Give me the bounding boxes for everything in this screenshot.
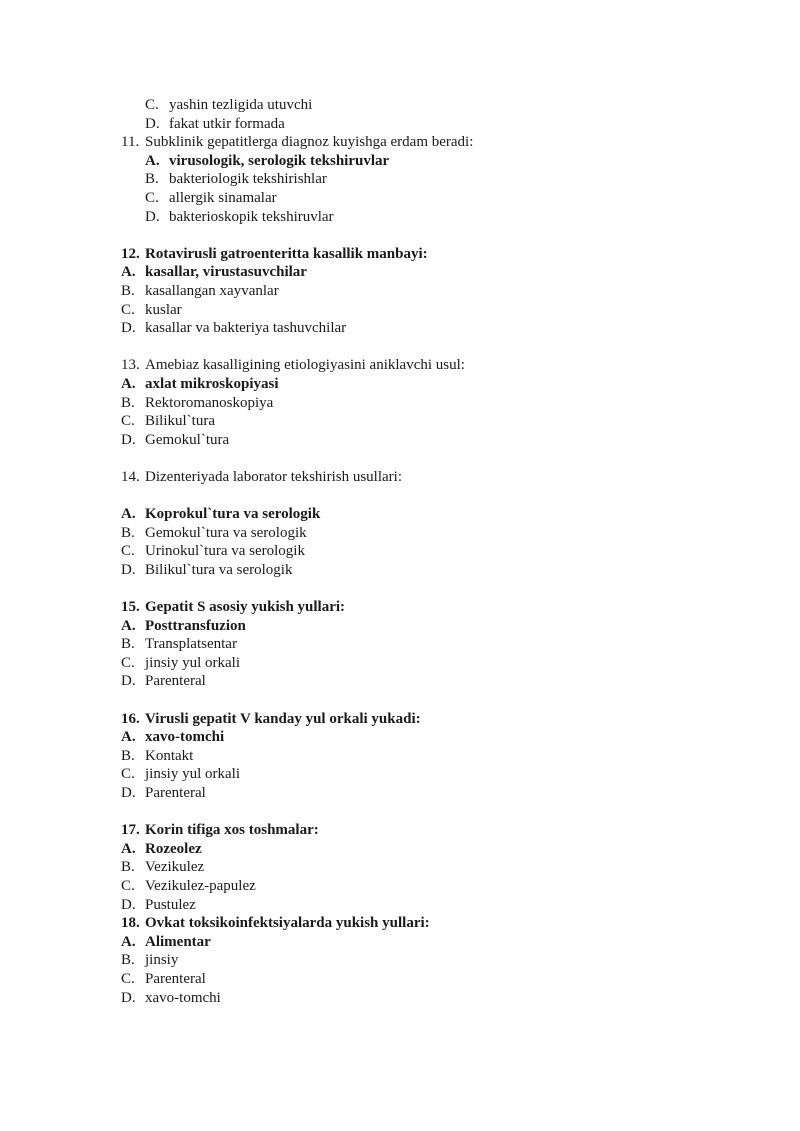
option-text: bakterioskopik tekshiruvlar [169,208,334,225]
option-text: xavo-tomchi [145,989,221,1006]
option-text: bakteriologik tekshirishlar [169,171,327,188]
option-text: Vezikulez-papulez [145,877,256,894]
q17-question [121,821,680,840]
q11-option-a [121,152,680,171]
q11-question [121,133,680,152]
spacer [121,691,680,710]
option-text: Parenteral [145,970,206,987]
option-letter: A. [121,933,136,950]
spacer [121,579,680,598]
option-letter: B. [121,952,135,969]
option-text: kasallangan xayvanlar [145,282,279,299]
q17-option-d [121,896,680,915]
q15-option-a [121,617,680,636]
option-letter: A. [121,729,136,746]
option-text: fakat utkir formada [169,115,285,132]
q16-option-c [121,765,680,784]
option-text: jinsiy yul orkali [145,766,240,783]
option-text: Vezikulez [145,859,205,876]
option-text: Pustulez [145,896,196,913]
option-letter: D. [121,320,136,337]
question-text: Ovkat toksikoinfektsiyalarda yukish yullari: [145,915,430,932]
option-text: allergik sinamalar [169,189,277,206]
question-number: 13. [121,357,140,374]
option-letter: A. [121,506,136,523]
option-letter: C. [121,543,135,560]
q12-option-c [121,301,680,320]
q14-option-d [121,561,680,580]
option-text: axlat mikroskopiyasi [145,375,279,392]
q18-option-a [121,933,680,952]
option-letter: D. [145,115,160,132]
q14-option-a [121,505,680,524]
option-letter: D. [121,896,136,913]
question-text: Gepatit S asosiy yukish yullari: [145,599,346,616]
option-letter: C. [121,766,135,783]
option-text: jinsiy [145,952,179,969]
option-letter: B. [121,636,135,653]
q17-option-a [121,840,680,859]
q15-question [121,598,680,617]
option-letter: B. [121,524,135,541]
test-questions [121,96,680,1007]
q12-option-a [121,263,680,282]
q17-option-c [121,877,680,896]
option-text: kuslar [145,301,182,318]
option-text: jinsiy yul orkali [145,654,240,671]
q13-option-b [121,394,680,413]
q18-option-d [121,989,680,1008]
spacer [121,226,680,245]
question-text: Virusli gepatit V kanday yul orkali yukadi: [145,710,421,727]
option-text: Rektoromanoskopiya [145,394,274,411]
question-number: 18. [121,915,140,932]
q11-option-d [121,208,680,227]
option-text: Bilikul`tura [145,413,215,430]
spacer [121,486,680,505]
q18-option-c [121,970,680,989]
option-text: Parenteral [145,784,206,801]
option-letter: C. [121,413,135,430]
q13-option-a [121,375,680,394]
q11-option-b [121,170,680,189]
q15-option-c [121,654,680,673]
option-letter: D. [121,673,136,690]
option-letter: A. [121,375,136,392]
option-letter: A. [145,152,160,169]
option-text: Urinokul`tura va serologik [145,543,305,560]
q17-option-b [121,858,680,877]
option-letter: D. [121,989,136,1006]
option-letter: B. [121,859,135,876]
question-text: Dizenteriyada laborator tekshirish usullari: [145,468,402,485]
question-number: 16. [121,710,140,727]
question-text: Subklinik gepatitlerga diagnoz kuyishga erdam beradi: [145,134,474,151]
option-text: Gemokul`tura [145,431,230,448]
option-letter: B. [121,747,135,764]
option-text: Parenteral [145,673,206,690]
question-number: 14. [121,468,140,485]
q18-question [121,914,680,933]
option-letter: D. [145,208,160,225]
option-letter: A. [121,840,136,857]
q13-option-c [121,412,680,431]
question-text: Rotavirusli gatroenteritta kasallik manbayi: [145,245,428,262]
q15-option-d [121,672,680,691]
q12-option-d [121,319,680,338]
option-letter: A. [121,264,136,281]
option-letter: B. [121,394,135,411]
spacer [121,449,680,468]
option-text: kasallar, virustasuvchilar [145,264,307,281]
question-number: 17. [121,822,140,839]
option-letter: D. [121,784,136,801]
option-text: kasallar va bakteriya tashuvchilar [145,320,347,337]
option-text: Gemokul`tura va serologik [145,524,307,541]
option-letter: C. [145,97,159,113]
question-text: Korin tifiga xos toshmalar: [145,822,319,839]
option-text: Kontakt [145,747,194,764]
q12-question [121,245,680,264]
option-text: Alimentar [145,933,211,950]
option-text: yashin tezligida utuvchi [169,97,313,113]
q16-option-a [121,728,680,747]
q15-option-b [121,635,680,654]
option-letter: C. [121,301,135,318]
option-letter: B. [145,171,159,188]
option-letter: C. [121,970,135,987]
q10-option-c [121,96,680,115]
q14-question [121,468,680,487]
option-text: Koprokul`tura va serologik [145,506,321,523]
q12-option-b [121,282,680,301]
spacer [121,803,680,822]
option-letter: C. [145,189,159,206]
q14-option-b [121,524,680,543]
option-text: Rozeolez [145,840,202,857]
q14-option-c [121,542,680,561]
q11-option-c [121,189,680,208]
option-letter: A. [121,617,136,634]
option-text: Transplatsentar [145,636,237,653]
question-number: 11. [121,134,140,151]
q10-option-d [121,115,680,134]
question-number: 15. [121,599,140,616]
option-letter: C. [121,654,135,671]
q18-option-b [121,951,680,970]
option-text: virusologik, serologik tekshiruvlar [169,152,390,169]
option-text: Bilikul`tura va serologik [145,561,293,578]
option-letter: D. [121,561,136,578]
option-text: Posttransfuzion [145,617,246,634]
question-text: Amebiaz kasalligining etiologiyasini aniklavchi usul: [145,357,465,374]
q13-option-d [121,431,680,450]
q16-option-d [121,784,680,803]
option-letter: B. [121,282,135,299]
question-number: 12. [121,245,140,262]
option-letter: D. [121,431,136,448]
q16-question [121,710,680,729]
q16-option-b [121,747,680,766]
q13-question [121,356,680,375]
option-letter: C. [121,877,135,894]
spacer [121,338,680,357]
option-text: xavo-tomchi [145,729,225,746]
